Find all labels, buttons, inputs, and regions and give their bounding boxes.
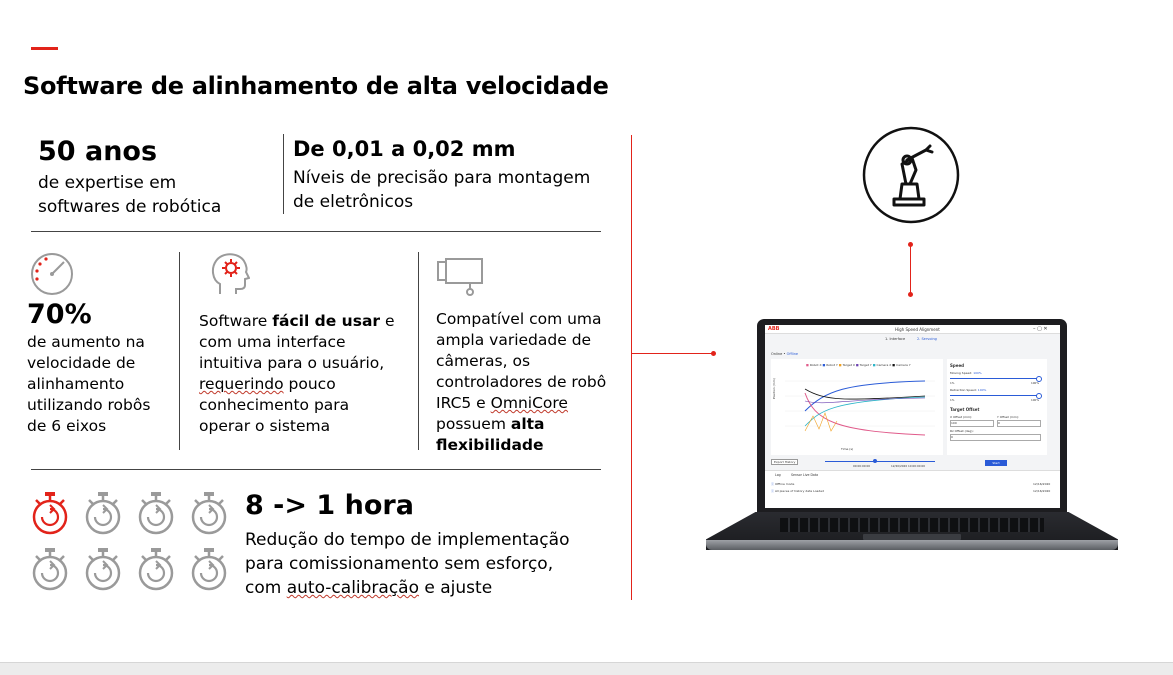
x-offset-label: X Offset (mm):	[950, 415, 973, 419]
time-line-1: Redução do tempo de implementação	[245, 530, 570, 550]
timeline-handle[interactable]	[873, 459, 877, 463]
log-entry: ⓘ Offline mode	[771, 482, 795, 486]
laptop-screen	[765, 325, 1060, 508]
camera-icon	[436, 256, 486, 298]
y-offset-input[interactable]: 0	[997, 420, 1041, 427]
chart-xlabel: Time (s)	[841, 447, 854, 451]
log-date: 12/16/2020	[1033, 489, 1051, 493]
cameras-line: câmeras, os	[436, 352, 531, 370]
speed-heading: Speed	[950, 363, 965, 368]
min-label: 1%	[950, 381, 955, 385]
tab-log[interactable]: Log	[775, 473, 781, 477]
stopwatch-icon	[190, 547, 228, 591]
abb-logo: ABB	[768, 326, 780, 332]
max-label: 100%	[1031, 398, 1039, 402]
stopwatch-icon	[84, 491, 122, 535]
cameras-line: IRC5 e OmniCore	[436, 394, 568, 412]
ease-line: conhecimento para	[199, 396, 350, 414]
tab-sensor-live-data[interactable]: Sensor Live Data	[791, 473, 819, 477]
step-1[interactable]: 1. Interface	[885, 337, 906, 341]
red-divider	[631, 135, 632, 600]
connector-dot	[711, 351, 716, 356]
chart-plot	[785, 371, 935, 445]
head-gear-icon	[208, 250, 250, 296]
ease-line: requerindo pouco	[199, 375, 336, 393]
moving-speed-slider[interactable]	[950, 378, 1038, 379]
page-title: Software de alinhamento de alta velocidade	[23, 72, 609, 100]
stopwatch-icon	[31, 547, 69, 591]
chart-panel	[771, 359, 943, 455]
x-offset-input[interactable]: 100	[950, 420, 994, 427]
robot-arm-icon	[862, 126, 960, 224]
retraction-speed-slider[interactable]	[950, 395, 1038, 396]
time-line-3: com auto-calibração e ajuste	[245, 578, 493, 598]
stopwatch-icon	[190, 491, 228, 535]
divider	[283, 134, 284, 214]
settings-panel	[947, 359, 1047, 455]
stopwatch-icon	[137, 491, 175, 535]
moving-speed-label: Moving Speed: 100%	[950, 371, 982, 375]
chart-legend: ■ Robot X ■ Robot Y ■ Target X ■ Target Y ■ Camera X ■ Camera Y	[806, 363, 911, 367]
log-entry: ⓘ All pieces of history data Loaded	[771, 489, 825, 493]
rz-offset-input[interactable]: 0	[950, 434, 1041, 441]
cameras-line: flexibilidade	[436, 436, 544, 454]
cameras-line: controladores de robô	[436, 373, 607, 391]
divider	[179, 252, 180, 450]
speed-line: de aumento na	[27, 333, 145, 351]
experience-value: 50 anos	[38, 136, 158, 167]
precision-line-2: de eletrônicos	[293, 192, 414, 212]
footer-bar	[0, 662, 1173, 675]
retraction-speed-label: Retraction Speed: 100%	[950, 388, 987, 392]
chart-ylabel: Position (mm)	[772, 378, 776, 399]
accent-bar	[31, 47, 58, 50]
divider	[31, 469, 601, 470]
ease-line: intuitiva para o usuário,	[199, 354, 385, 372]
speed-line: de 6 eixos	[27, 417, 107, 435]
divider	[31, 231, 601, 232]
stopwatch-icon	[84, 547, 122, 591]
time-line-2: para comissionamento sem esforço,	[245, 554, 554, 574]
stopwatch-icon	[31, 491, 69, 535]
stopwatch-icon	[137, 547, 175, 591]
window-controls[interactable]: – ▢ ✕	[1033, 326, 1048, 332]
connector-dot	[908, 242, 913, 247]
log-date: 12/16/2020	[1033, 482, 1051, 486]
status-text: Online • Offline	[771, 352, 799, 356]
experience-line-1: de expertise em	[38, 173, 177, 193]
connector-dot	[908, 292, 913, 297]
connector-line	[631, 353, 714, 354]
window-title: High Speed Alignment	[895, 326, 940, 332]
speed-line: velocidade de	[27, 354, 136, 372]
laptop-base-edge	[706, 540, 1118, 550]
timeline-time: 00:00:00:00	[853, 464, 871, 468]
time-value: 8 -> 1 hora	[245, 490, 414, 521]
speed-value: 70%	[27, 299, 92, 330]
ease-line: operar o sistema	[199, 417, 331, 435]
min-label: 1%	[950, 398, 955, 402]
log-panel	[765, 470, 1060, 508]
step-2[interactable]: 2. Servoing	[917, 337, 937, 341]
y-offset-label: Y Offset (mm):	[997, 415, 1019, 419]
precision-line-1: Níveis de precisão para montagem	[293, 168, 591, 188]
connector-line	[910, 244, 911, 294]
export-history-button[interactable]: Export History	[771, 459, 798, 465]
start-button[interactable]: Start	[985, 460, 1007, 466]
timeline-date: 12/20/2020 10:00:00:00	[891, 464, 926, 468]
precision-value: De 0,01 a 0,02 mm	[293, 137, 516, 161]
target-offset-heading: Target Offset	[950, 407, 980, 412]
ease-line: com uma interface	[199, 333, 346, 351]
cameras-line: possuem alta	[436, 415, 545, 433]
ease-line: Software fácil de usar e	[199, 312, 395, 330]
speed-line: alinhamento	[27, 375, 125, 393]
experience-line-2: softwares de robótica	[38, 197, 222, 217]
cameras-line: Compatível com uma	[436, 310, 602, 328]
speedometer-icon	[30, 250, 78, 296]
divider	[418, 252, 419, 450]
timeline-slider[interactable]	[825, 461, 935, 462]
rz-offset-label: Rz Offset (deg):	[950, 429, 974, 433]
max-label: 100%	[1031, 381, 1039, 385]
speed-line: utilizando robôs	[27, 396, 151, 414]
cameras-line: ampla variedade de	[436, 331, 592, 349]
